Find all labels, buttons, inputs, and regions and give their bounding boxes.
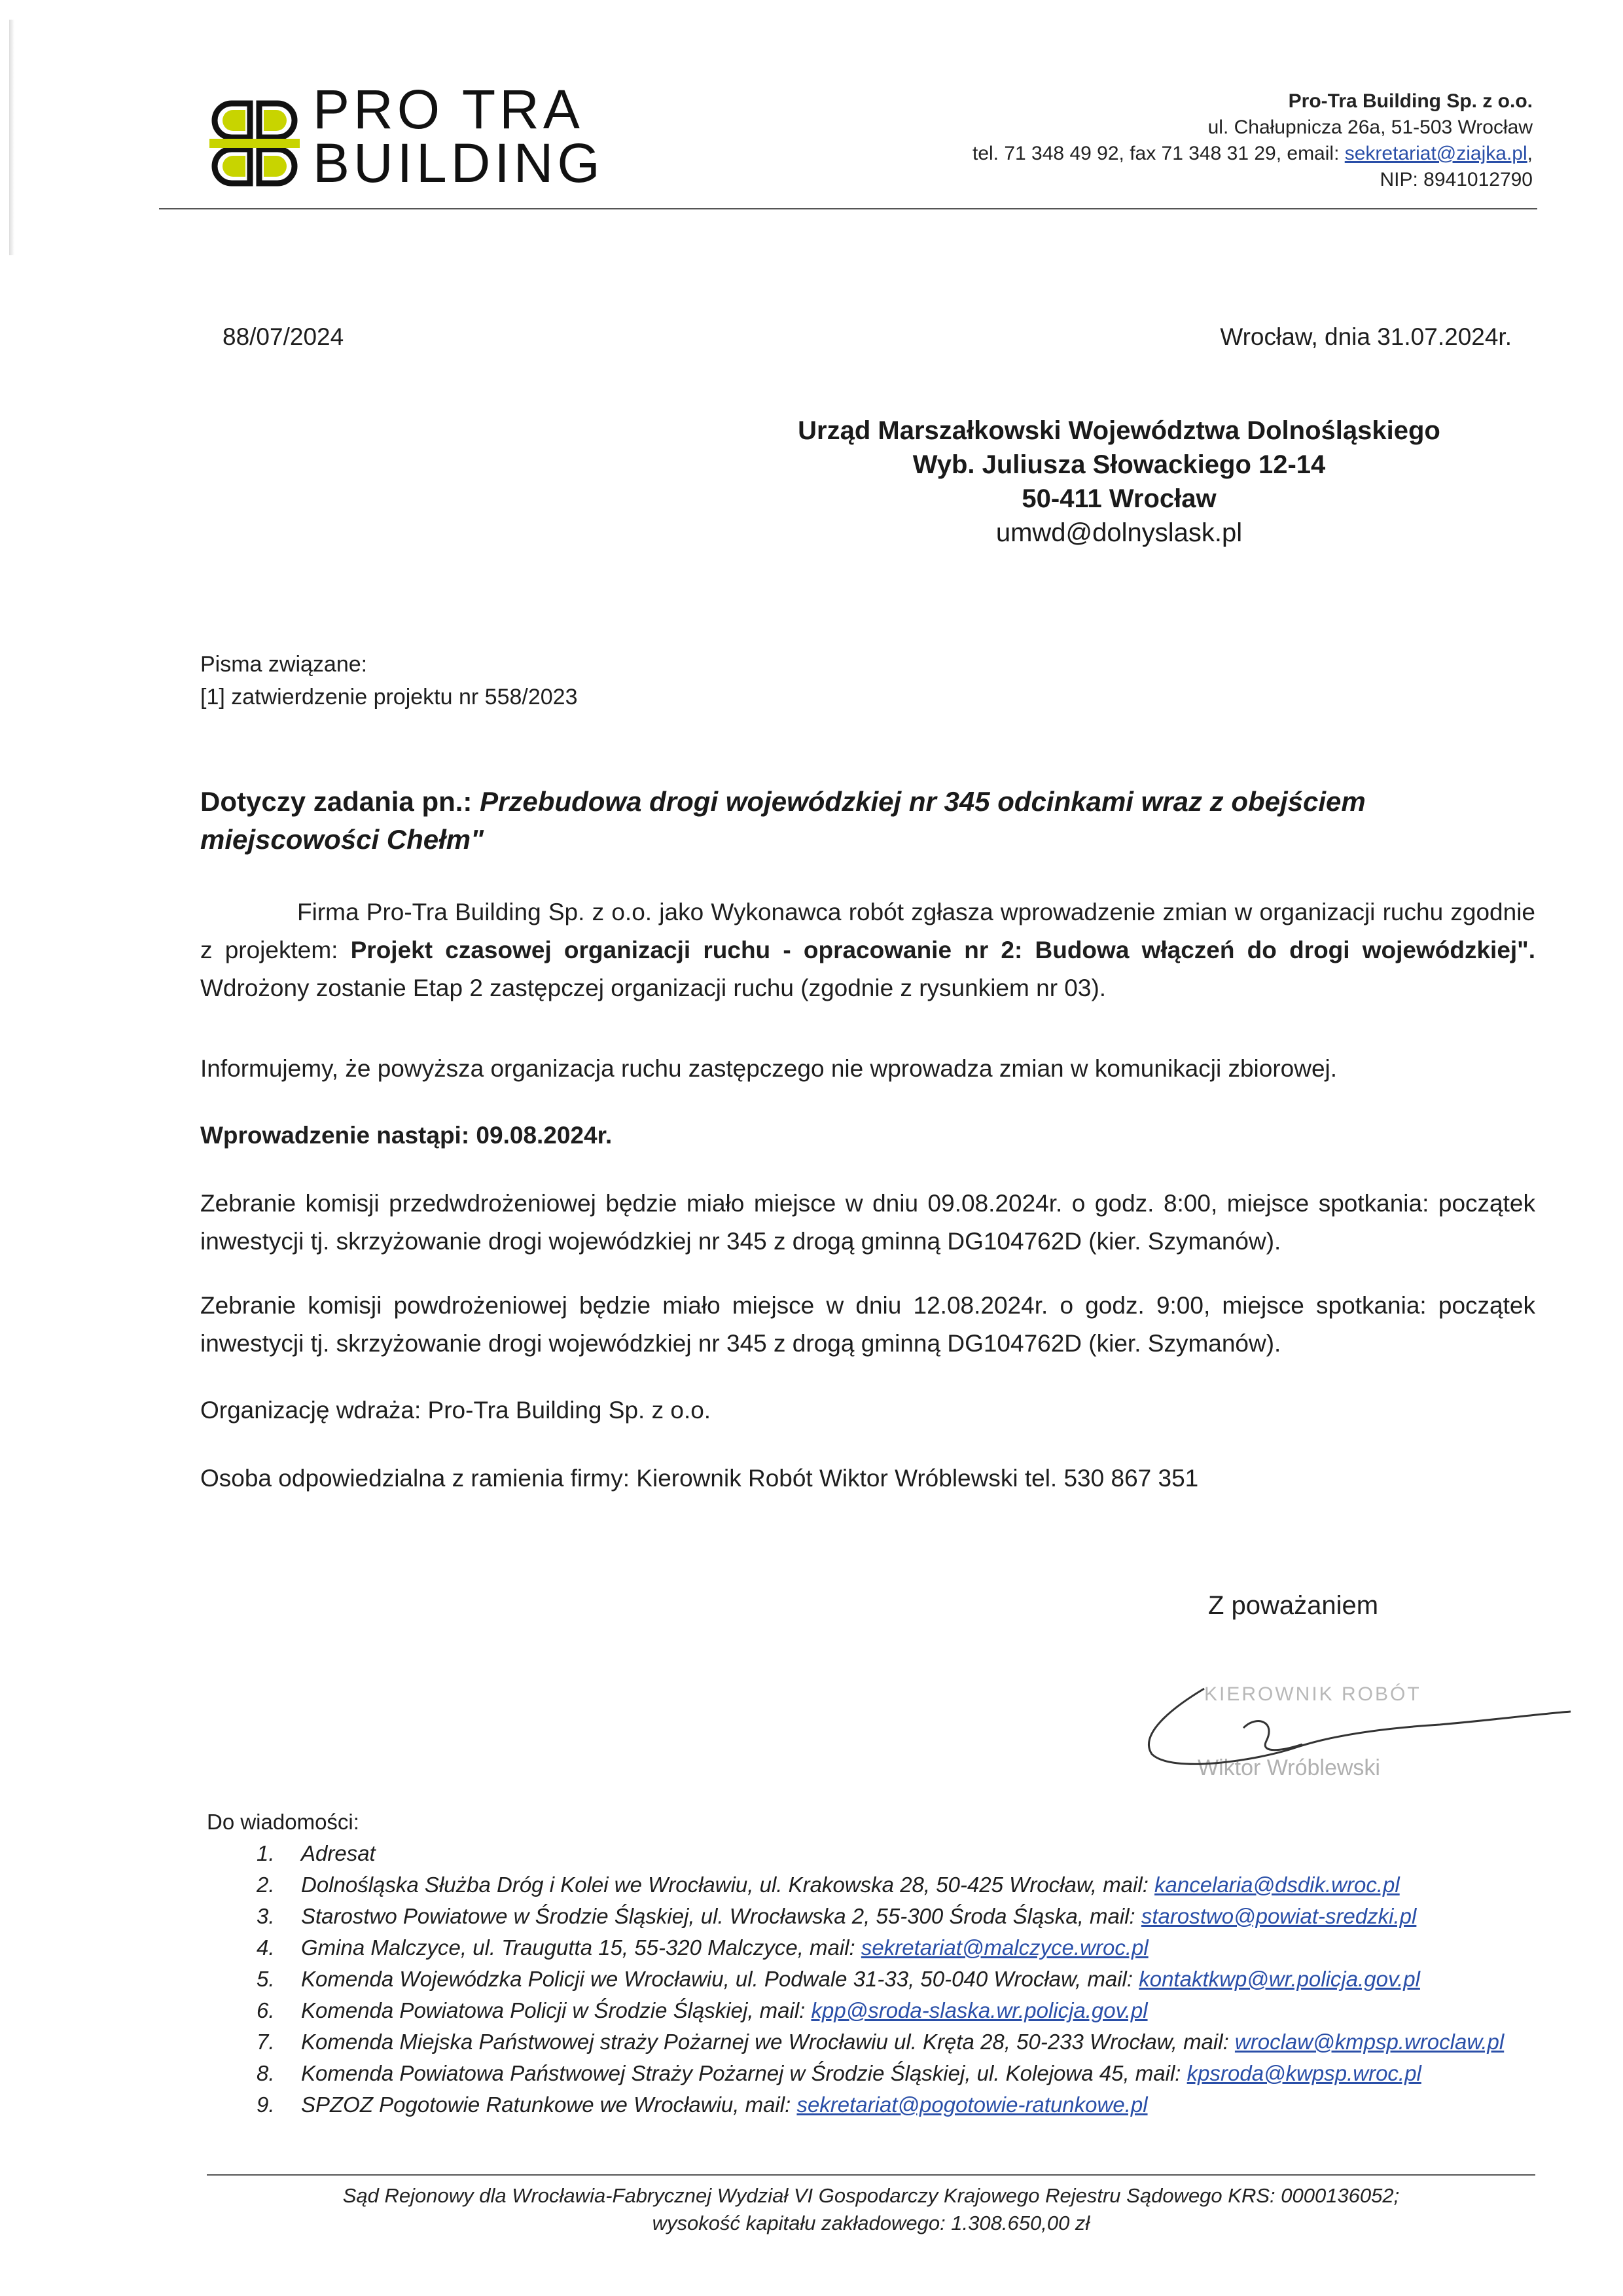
footer-court-registry: Sąd Rejonowy dla Wrocławia-Fabrycznej Wydział VI Gospodarczy Krajowego Rejestru Sądowego KRS: 0000136052; [342,2184,1400,2207]
distribution-item-text: Gmina Malczyce, ul. Traugutta 15, 55-320 Malczyce, mail: [301,1935,861,1960]
distribution-item-body [301,1901,1416,1932]
distribution-item-number: 7. [257,2030,275,2054]
logo-line-1: PRO TRA [313,79,584,140]
distribution-item-email-link[interactable]: kpp@sroda-slaska.wr.policja.gov.pl [811,1998,1148,2022]
pro-tra-logo-icon [209,98,300,188]
recipient-address [733,414,1505,550]
distribution-item-body [301,2058,1421,2089]
body-paragraph-pre-meeting: Zebranie komisji przedwdrożeniowej będzie miało miejsce w dniu 09.08.2024r. o godz. 8:00, miejsce spotkania: początek inwestycji tj. skrzyżowanie drogi wojewódzkiej nr 345 z drogą gminną DG104762D (kier. Szymanów). [200,1190,1535,1255]
recipient-city: 50-411 Wrocław [1022,484,1217,513]
p1-text-c: Wdrożony zostanie Etap 2 zastępczej organizacji ruchu (zgodnie z rysunkiem nr 03). [200,975,1107,1001]
footer-divider [207,2174,1535,2176]
distribution-item-body [301,1838,376,1869]
recipient-name: Urząd Marszałkowski Województwa Dolnośląskiego [798,416,1440,445]
p1-project-title: Projekt czasowej organizacji ruchu - opracowanie nr 2: Budowa włączeń do drogi wojewódzkiej". [350,937,1535,963]
company-name: Pro-Tra Building Sp. z o.o. [1288,90,1533,112]
subject-prefix: Dotyczy zadania pn.: [200,786,480,817]
distribution-item-text: Komenda Miejska Państwowej straży Pożarnej we Wrocławiu ul. Kręta 28, 50-233 Wrocław, mail: [301,2030,1235,2054]
body-paragraph-1 [200,893,1535,1007]
handwritten-signature [1126,1662,1584,1793]
distribution-item-number: 9. [257,2092,275,2117]
distribution-item-body [301,1932,1149,1964]
distribution-item-email-link[interactable]: sekretariat@malczyce.wroc.pl [861,1935,1149,1960]
distribution-item-text: Komenda Powiatowa Państwowej Straży Pożarnej w Środzie Śląskiej, ul. Kolejowa 45, mail: [301,2061,1187,2085]
distribution-item [257,1838,1533,1869]
distribution-item-number: 2. [257,1873,275,1897]
distribution-item-number: 1. [257,1841,275,1865]
distribution-item-text: Komenda Wojewódzka Policji we Wrocławiu, ul. Podwale 31-33, 50-040 Wrocław, mail: [301,1967,1139,1991]
company-nip: NIP: 8941012790 [1380,169,1533,190]
distribution-item [257,2026,1533,2058]
distribution-item-number: 8. [257,2061,275,2085]
distribution-item [257,1932,1533,1964]
recipient-email: umwd@dolnyslask.pl [995,518,1243,547]
p1-text-a: Firma Pro-Tra Building Sp. z o.o. jako Wykonawca robót zgłasza wprowadzenie zmian w organizacji ruchu zgodnie z projektem: [200,899,1535,963]
company-email-link[interactable]: sekretariat@ziajka.pl [1344,143,1527,164]
logo-line-2: BUILDING [313,132,604,194]
stamp-line-2: Wiktor Wróblewski [1198,1755,1380,1780]
stamp-line-1: KIEROWNIK ROBÓT [1204,1683,1421,1705]
letter-subject [200,783,1535,859]
implementation-date: Wprowadzenie nastąpi: 09.08.2024r. [200,1122,613,1149]
distribution-item-email-link[interactable]: sekretariat@pogotowie-ratunkowe.pl [796,2092,1148,2117]
distribution-list [257,1838,1533,2121]
reference-number: 88/07/2024 [223,323,344,350]
subject-title: Przebudowa drogi wojewódzkiej nr 345 odcinkami wraz z obejściem miejscowości Chełm" [200,786,1366,855]
distribution-item-body [301,2089,1148,2121]
distribution-item [257,2058,1533,2089]
distribution-label: Do wiadomości: [207,1810,359,1834]
distribution-item-text: Komenda Powiatowa Policji w Środzie Śląskiej, mail: [301,1998,812,2022]
distribution-item [257,1901,1533,1932]
footer-share-capital: wysokość kapitału zakładowego: 1.308.650,00 zł [652,2212,1090,2234]
company-contact-text: tel. 71 348 49 92, fax 71 348 31 29, email: [972,143,1345,164]
body-paragraph-2: Informujemy, że powyższa organizacja ruchu zastępczego nie wprowadza zmian w komunikacji zbiorowej. [200,1055,1338,1082]
company-header [972,88,1533,193]
distribution-item-number: 5. [257,1967,275,1991]
distribution-item-email-link[interactable]: kpsroda@kwpsp.wroc.pl [1186,2061,1421,2085]
distribution-item-body [301,1869,1400,1901]
distribution-item-body [301,1995,1148,2026]
scan-edge-artifact [9,20,14,255]
company-address: ul. Chałupnicza 26a, 51-503 Wrocław [1207,117,1533,138]
distribution-item-body [301,2026,1504,2058]
distribution-item-email-link[interactable]: kontaktkwp@wr.policja.gov.pl [1139,1967,1420,1991]
distribution-item [257,2089,1533,2121]
related-docs-label: Pisma związane: [200,652,368,677]
letter-date: Wrocław, dnia 31.07.2024r. [1220,323,1512,350]
body-paragraph-responsible-person: Osoba odpowiedzialna z ramienia firmy: Kierownik Robót Wiktor Wróblewski tel. 530 867 351 [200,1465,1199,1492]
distribution-item-text: Dolnośląska Służba Dróg i Kolei we Wrocławiu, ul. Krakowska 28, 50-425 Wrocław, mail: [301,1873,1155,1897]
distribution-item [257,1995,1533,2026]
distribution-item-email-link[interactable]: wroclaw@kmpsp.wroclaw.pl [1234,2030,1505,2054]
distribution-item-number: 3. [257,1904,275,1928]
company-contact [972,141,1533,167]
distribution-item-text: Adresat [301,1841,376,1865]
distribution-item-number: 6. [257,1998,275,2022]
closing-salutation: Z poważaniem [1208,1591,1379,1620]
distribution-item-text: SPZOZ Pogotowie Ratunkowe we Wrocławiu, mail: [301,2092,797,2117]
distribution-item-email-link[interactable]: starostwo@powiat-sredzki.pl [1141,1904,1417,1928]
distribution-item [257,1964,1533,1995]
recipient-street: Wyb. Juliusza Słowackiego 12-14 [912,450,1326,479]
body-paragraph-post-meeting: Zebranie komisji powdrożeniowej będzie miało miejsce w dniu 12.08.2024r. o godz. 9:00, miejsce spotkania: początek inwestycji tj. skrzyżowanie drogi wojewódzkiej nr 345 z drogą gminną DG104762D (kier. Szymanów). [200,1292,1535,1357]
header-divider [159,208,1537,209]
page-footer [207,2182,1535,2237]
related-docs-item: [1] zatwierdzenie projektu nr 558/2023 [200,685,578,709]
distribution-item-number: 4. [257,1935,275,1960]
distribution-item-body [301,1964,1420,1995]
distribution-item [257,1869,1533,1901]
company-logo-wordmark [313,79,604,194]
distribution-item-email-link[interactable]: kancelaria@dsdik.wroc.pl [1154,1873,1400,1897]
body-paragraph-organizer: Organizację wdraża: Pro-Tra Building Sp. z o.o. [200,1397,711,1424]
company-contact-suffix: , [1527,143,1533,164]
distribution-item-text: Starostwo Powiatowe w Środzie Śląskiej, ul. Wrocławska 2, 55-300 Środa Śląska, mail: [301,1904,1141,1928]
